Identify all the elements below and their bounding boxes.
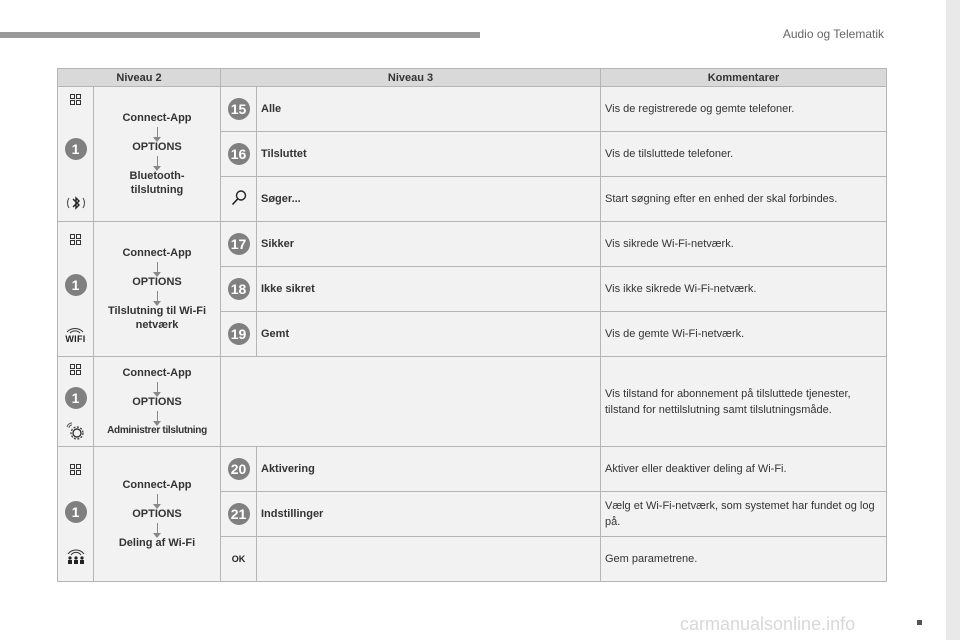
col-header-level3: Niveau 3 [221, 69, 601, 87]
group-icons-hotspot [58, 447, 94, 582]
level3-icon-cell [221, 177, 257, 222]
empty-label-cell [257, 537, 601, 582]
nav-path-manage [94, 357, 221, 447]
down-arrow-icon [157, 156, 158, 167]
top-rule [0, 32, 480, 38]
option-label: Indstillinger [257, 492, 601, 537]
option-comment: Start søgning efter en enhed der skal forbindes. [601, 177, 887, 222]
option-label: Alle [257, 87, 601, 132]
level3-ok-cell [221, 537, 257, 582]
option-label: Tilsluttet [257, 132, 601, 177]
option-comment: Vis sikrede Wi-Fi-netværk. [601, 222, 887, 267]
option-comment: Vælg et Wi-Fi-netværk, som systemet har fundet og log på. [601, 492, 887, 537]
level3-badge: 19 [228, 323, 250, 345]
option-comment: Vis de tilsluttede telefoner. [601, 132, 887, 177]
apps-grid-icon [70, 364, 81, 375]
nav-path-hotspot [94, 447, 221, 582]
level3-badge: 17 [228, 233, 250, 255]
nav-step: Deling af Wi-Fi [118, 537, 196, 549]
level1-badge: 1 [65, 274, 87, 296]
nav-path-wifi [94, 222, 221, 357]
settings-table [57, 68, 887, 582]
option-comment: Gem parametrene. [601, 537, 887, 582]
down-arrow-icon [157, 494, 158, 505]
table-row [58, 447, 887, 492]
option-comment: Aktiver eller deaktiver deling af Wi-Fi. [601, 447, 887, 492]
bluetooth-icon [65, 192, 87, 214]
col-header-level2: Niveau 2 [58, 69, 221, 87]
apps-grid-icon [70, 464, 81, 475]
level3-badge: 21 [228, 503, 250, 525]
nav-step: OPTIONS [132, 395, 182, 408]
nav-step: Administrer tilslutning [107, 424, 207, 436]
option-comment: Vis de registrerede og gemte telefoner. [601, 87, 887, 132]
wifi-sharing-icon [65, 548, 87, 564]
group-icons-wifi [58, 222, 94, 357]
nav-step: Bluetooth-tilslutning [129, 170, 185, 196]
level3-badge: 20 [228, 458, 250, 480]
table-row [58, 87, 887, 132]
option-label: Aktivering [257, 447, 601, 492]
level3-badge: 15 [228, 98, 250, 120]
down-arrow-icon [157, 262, 158, 273]
section-title: Audio og Telematik [782, 27, 884, 41]
level3-badge-cell [221, 447, 257, 492]
empty-level3-cell [221, 357, 601, 447]
apps-grid-icon [70, 234, 81, 245]
level3-badge-cell [221, 87, 257, 132]
nav-step: OPTIONS [132, 141, 182, 153]
option-comment: Vis ikke sikrede Wi-Fi-netværk. [601, 267, 887, 312]
level3-badge-cell [221, 267, 257, 312]
nav-step: Tilslutning til Wi-Fi netværk [107, 305, 207, 331]
nav-step: Connect-App [122, 479, 192, 491]
level3-badge-cell [221, 222, 257, 267]
down-arrow-icon [157, 291, 158, 302]
wifi-icon [65, 325, 85, 344]
level1-badge: 1 [65, 387, 87, 409]
table-row [58, 222, 887, 267]
page-edge-strip [946, 0, 960, 640]
search-icon [230, 189, 248, 207]
nav-step: Connect-App [122, 366, 192, 379]
nav-step: Connect-App [122, 247, 192, 259]
option-label: Ikke sikret [257, 267, 601, 312]
table-header-row [58, 69, 887, 87]
down-arrow-icon [157, 127, 158, 138]
option-label: Sikker [257, 222, 601, 267]
down-arrow-icon [157, 382, 158, 393]
level3-badge: 16 [228, 143, 250, 165]
level3-badge-cell [221, 132, 257, 177]
wifi-waves-icon [65, 325, 85, 334]
group-icons-bluetooth [58, 87, 94, 222]
down-arrow-icon [157, 411, 158, 422]
level3-badge-cell [221, 492, 257, 537]
ok-label: OK [231, 554, 246, 564]
option-comment: Vis tilstand for abonnement på tilsluttede tjenester, tilstand for nettilslutning samt tilslutningsmåde. [601, 357, 887, 447]
connection-settings-icon [65, 422, 87, 440]
nav-step: Connect-App [122, 112, 192, 124]
level3-badge: 18 [228, 278, 250, 300]
wifi-label: WIFI [65, 334, 86, 344]
level1-badge: 1 [65, 501, 87, 523]
down-arrow-icon [157, 523, 158, 534]
nav-step: OPTIONS [132, 276, 182, 288]
table-row [58, 357, 887, 447]
nav-path-bluetooth [94, 87, 221, 222]
option-label: Søger... [257, 177, 601, 222]
col-header-comments: Kommentarer [601, 69, 887, 87]
level1-badge: 1 [65, 138, 87, 160]
option-comment: Vis de gemte Wi-Fi-netværk. [601, 312, 887, 357]
watermark: carmanualsonline.info [680, 614, 856, 634]
apps-grid-icon [70, 94, 81, 105]
level3-badge-cell [221, 312, 257, 357]
group-icons-manage [58, 357, 94, 447]
nav-step: OPTIONS [132, 508, 182, 520]
option-label: Gemt [257, 312, 601, 357]
page-marker [917, 620, 922, 625]
